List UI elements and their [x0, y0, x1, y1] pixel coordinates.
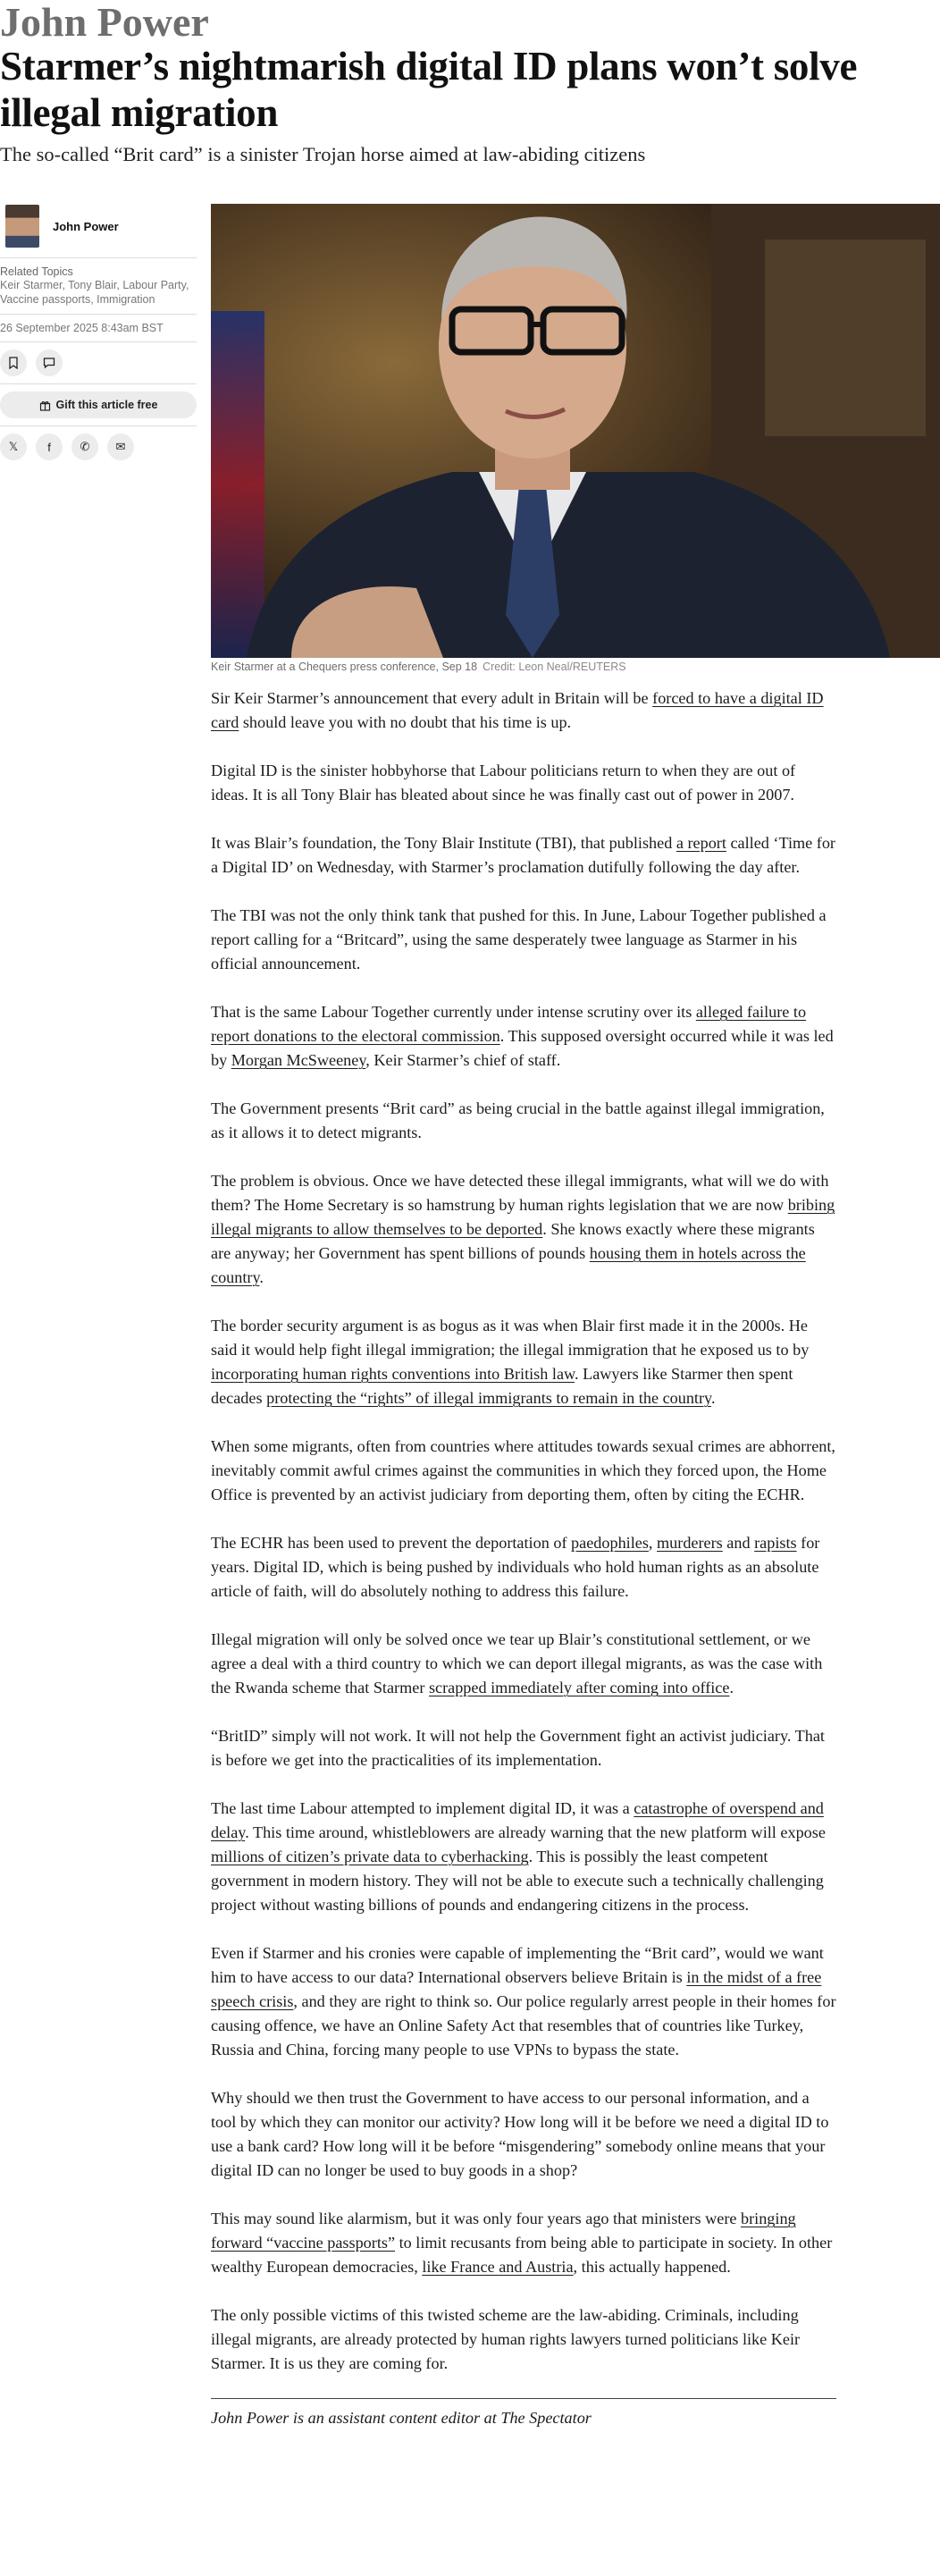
- author-kicker[interactable]: John Power: [0, 0, 209, 45]
- publish-date: 26 September 2025 8:43am BST: [0, 322, 164, 334]
- article-paragraph: [211, 1435, 836, 1507]
- image-credit: Credit: Leon Neal/REUTERS: [483, 661, 626, 673]
- author-avatar[interactable]: [5, 205, 39, 248]
- inline-article-link[interactable]: incorporating human rights conventions into British law: [211, 1365, 575, 1383]
- inline-article-link[interactable]: protecting the “rights” of illegal immigrants to remain in the country: [266, 1389, 711, 1407]
- inline-article-link[interactable]: scrapped immediately after coming into office: [428, 1679, 730, 1696]
- inline-article-link[interactable]: millions of citizen’s private data to cyberhacking: [211, 1848, 529, 1865]
- inline-article-link[interactable]: bribing illegal migrants to allow themselves to be deported: [211, 1196, 835, 1238]
- paragraph-text: ,: [648, 1534, 658, 1552]
- bookmark-button[interactable]: [0, 349, 27, 376]
- inline-article-link[interactable]: paedophiles: [571, 1534, 649, 1552]
- facebook-share-icon: f: [47, 440, 51, 454]
- inline-article-link[interactable]: alleged failure to report donations to the electoral commission: [211, 1003, 807, 1045]
- x-share-icon: 𝕏: [8, 440, 19, 453]
- sidebar-divider: [0, 383, 197, 384]
- paragraph-text: This may sound like alarmism, but it was only four years ago that ministers were: [211, 2210, 741, 2227]
- article-paragraph: [211, 759, 836, 807]
- sidebar-divider: [0, 257, 197, 258]
- sidebar-divider: [0, 314, 197, 315]
- author-name-link[interactable]: John Power: [53, 219, 119, 233]
- paragraph-text: for years. Digital ID, which is being pushed by individuals who hold human rights as an absolute article of faith, will do absolutely nothing to address this failure.: [211, 1534, 820, 1600]
- paragraph-text: The border security argument is as bogus as it was when Blair first made it in the 2000s. He said it would help fight illegal immigration; the illegal immigration that he exposed us to by: [211, 1317, 810, 1359]
- x-share-button[interactable]: [0, 434, 27, 460]
- paragraph-text: It was Blair’s foundation, the Tony Blair Institute (TBI), that published: [211, 834, 676, 852]
- article-paragraph: [211, 904, 836, 976]
- caption-text: Keir Starmer at a Chequers press conference, Sep 18: [211, 661, 478, 673]
- facebook-share-button[interactable]: [36, 434, 63, 460]
- paragraph-text: Sir Keir Starmer’s announcement that every adult in Britain will be: [211, 689, 653, 707]
- inline-article-link[interactable]: catastrophe of overspend and delay: [211, 1799, 824, 1841]
- gift-label: Gift this article free: [55, 399, 158, 411]
- paragraph-text: The only possible victims of this twisted scheme are the law-abiding. Criminals, including illegal migrants, are already protected by human rights lawyers turned politicians like Keir Starmer. It is us they are coming for.: [211, 2306, 801, 2372]
- paragraph-text: . This is possibly the least competent government in modern history. They will not be able to execute such a technically challenging project without wasting billions of pounds and endangering citizens in the process.: [211, 1848, 824, 1914]
- paragraph-text: “BritID” simply will not work. It will not help the Government fight an activist judiciary. That is before we get into the practicalities of its implementation.: [211, 1727, 825, 1769]
- article-paragraphs: [211, 686, 836, 2376]
- paragraph-text: , and they are right to think so. Our police regularly arrest people in their homes for causing offence, we have an Online Safety Act that resembles that of countries like Turkey, Russia and China, forcing many people to use VPNs to bypass the state.: [211, 1992, 836, 2058]
- paragraph-text: The problem is obvious. Once we have detected these illegal immigrants, what will we do with them? The Home Secretary is so hamstrung by human rights legislation that we are now: [211, 1172, 829, 1214]
- paragraph-text: Digital ID is the sinister hobbyhorse that Labour politicians return to when they are out of ideas. It is all Tony Blair has bleated about since he was finally cast out of power in 2007.: [211, 762, 796, 804]
- paragraph-text: to limit recusants from being able to participate in society. In other wealthy European democracies,: [211, 2234, 833, 2276]
- inline-article-link[interactable]: in the midst of a free speech crisis: [211, 1968, 822, 2010]
- paragraph-text: When some migrants, often from countries where attitudes towards sexual crimes are abhorrent, inevitably commit awful crimes against the communities in which they forced upon, the Home Office is prevented by an activist judiciary from deporting them, often by citing the ECHR.: [211, 1437, 835, 1503]
- whatsapp-share-icon: ✆: [80, 440, 90, 453]
- paragraph-text: . This time around, whistleblowers are already warning that the new platform will expose: [245, 1823, 826, 1841]
- hero-photo: [211, 204, 940, 658]
- article-paragraph: [211, 1097, 836, 1145]
- inline-article-link[interactable]: bringing forward “vaccine passports”: [211, 2210, 796, 2252]
- article-sidebar: [0, 202, 197, 460]
- gift-icon: [39, 400, 51, 411]
- paragraph-text: and: [722, 1534, 755, 1552]
- email-share-button[interactable]: [107, 434, 134, 460]
- inline-article-link[interactable]: murderers: [657, 1534, 723, 1552]
- sidebar-divider: [0, 341, 197, 342]
- article-headline: Starmer’s nightmarish digital ID plans won’t solve illegal migration: [0, 44, 858, 135]
- paragraph-text: . She knows exactly where these migrants are anyway; her Government has spent billions of pounds: [211, 1220, 815, 1262]
- comment-icon: [43, 357, 55, 369]
- paragraph-text: .: [729, 1679, 734, 1696]
- article-paragraph: [211, 1169, 836, 1290]
- hero-image: [211, 204, 940, 658]
- article-standfirst: The so-called “Brit card” is a sinister Trojan horse aimed at law-abiding citizens: [0, 143, 646, 165]
- paragraph-text: The Government presents “Brit card” as being crucial in the battle against illegal immigration, as it allows it to detect migrants.: [211, 1099, 825, 1141]
- email-share-icon: ✉: [115, 440, 126, 453]
- inline-article-link[interactable]: Morgan McSweeney: [231, 1051, 366, 1069]
- article-paragraph: [211, 1000, 836, 1073]
- article-paragraph: [211, 1531, 836, 1604]
- author-bio-note: John Power is an assistant content editor at The Spectator: [211, 2409, 592, 2427]
- article-paragraph: [211, 831, 836, 880]
- article-paragraph: [211, 686, 836, 735]
- article-paragraph: [211, 2207, 836, 2279]
- article-footer-divider: [211, 2398, 836, 2399]
- article-paragraph: [211, 1628, 836, 1700]
- inline-article-link[interactable]: housing them in hotels across the country: [211, 1244, 806, 1286]
- article-paragraph: [211, 2303, 836, 2376]
- inline-article-link[interactable]: like France and Austria: [422, 2258, 574, 2276]
- paragraph-text: , this actually happened.: [573, 2258, 731, 2276]
- paragraph-text: . Lawyers like Starmer then spent decades: [211, 1365, 793, 1407]
- paragraph-text: Even if Starmer and his cronies were capable of implementing the “Brit card”, would we want him to have access to our data? International observers believe Britain is: [211, 1944, 824, 1986]
- paragraph-text: The ECHR has been used to prevent the deportation of: [211, 1534, 572, 1552]
- related-topics-links[interactable]: Keir Starmer, Tony Blair, Labour Party, Vaccine passports, Immigration: [0, 279, 189, 306]
- paragraph-text: , Keir Starmer’s chief of staff.: [365, 1051, 561, 1069]
- paragraph-text: .: [710, 1389, 716, 1407]
- inline-article-link[interactable]: a report: [676, 834, 726, 852]
- article-body: [211, 686, 836, 2454]
- paragraph-text: .: [259, 1268, 264, 1286]
- byline: [0, 202, 197, 250]
- whatsapp-share-button[interactable]: [71, 434, 98, 460]
- related-topics-title: Related Topics: [0, 265, 73, 278]
- paragraph-text: That is the same Labour Together currently under intense scrutiny over its: [211, 1003, 696, 1021]
- paragraph-text: should leave you with no doubt that his time is up.: [239, 713, 572, 731]
- paragraph-text: The TBI was not the only think tank that pushed for this. In June, Labour Together published a report calling for a “Britcard”, using the same desperately twee language as Starmer in his official announcement.: [211, 906, 827, 972]
- comment-button[interactable]: [36, 349, 63, 376]
- article-paragraph: [211, 1724, 836, 1772]
- share-buttons: [0, 434, 197, 460]
- article-paragraph: [211, 1941, 836, 2062]
- image-caption: [211, 661, 940, 673]
- article-paragraph: [211, 2086, 836, 2183]
- sidebar-divider: [0, 425, 197, 426]
- article-actions: [0, 349, 197, 376]
- inline-article-link[interactable]: forced to have a digital ID card: [211, 689, 824, 731]
- gift-article-button[interactable]: [0, 391, 197, 418]
- paragraph-text: Why should we then trust the Government to have access to our personal information, and a tool by which they can monitor our activity? How long will it be before we need a digital ID to use a bank card? How long will it be before “misgendering” somebody online means that your digital ID can no longer be used to buy goods in a shop?: [211, 2089, 829, 2179]
- article-paragraph: [211, 1797, 836, 1917]
- paragraph-text: called ‘Time for a Digital ID’ on Wednesday, with Starmer’s proclamation dutifully following the day after.: [211, 834, 835, 876]
- paragraph-text: The last time Labour attempted to implement digital ID, it was a: [211, 1799, 634, 1817]
- bookmark-icon: [8, 357, 19, 369]
- paragraph-text: Illegal migration will only be solved once we tear up Blair’s constitutional settlement, or we agree a deal with a third country to which we can deport illegal migrants, as was the case with the Rwanda scheme that Starmer: [211, 1630, 823, 1696]
- article-paragraph: [211, 1314, 836, 1410]
- inline-article-link[interactable]: rapists: [754, 1534, 797, 1552]
- paragraph-text: . This supposed oversight occurred while it was led by: [211, 1027, 834, 1069]
